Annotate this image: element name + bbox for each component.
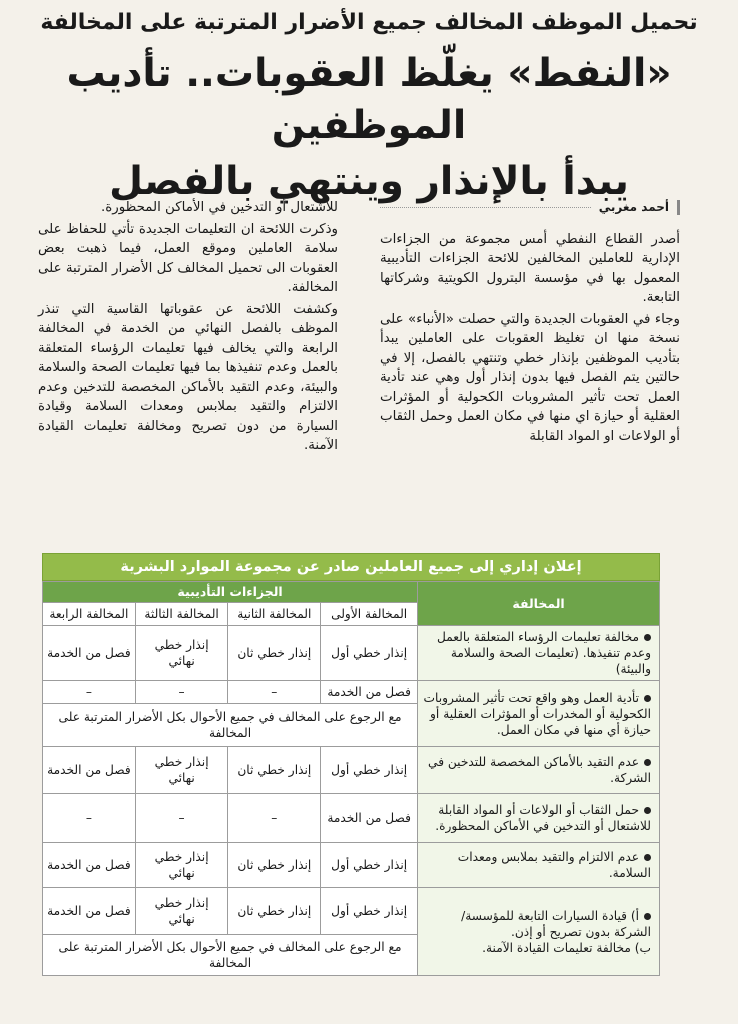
damages-note: مع الرجوع على المخالف في جميع الأحوال بكل الأضرار المترتبة على المخالفة — [43, 704, 418, 747]
penalty-cell: فصل من الخدمة — [43, 747, 136, 794]
penalty-cell: إنذار خطي ثان — [228, 888, 321, 935]
penalty-cell: – — [228, 794, 321, 843]
penalty-cell: إنذار خطي نهائي — [135, 843, 228, 888]
penalties-table-box — [42, 553, 660, 976]
column-header-second: المخالفة الثانية — [228, 603, 321, 626]
headline-title-line2: يبدأ بالإنذار وينتهي بالفصل — [109, 159, 629, 204]
column-header-first: المخالفة الأولى — [321, 603, 418, 626]
penalty-cell: – — [228, 681, 321, 704]
violation-cell: حمل الثقاب أو الولاعات أو المواد القابلة للاشتعال أو التدخين في الأماكن المحظورة. — [418, 794, 660, 843]
penalty-cell: – — [43, 794, 136, 843]
notice-title: إعلان إداري إلى جميع العاملين صادر عن مجموعة الموارد البشرية — [42, 553, 660, 581]
bullet-icon — [644, 807, 651, 814]
penalty-cell: إنذار خطي ثان — [228, 747, 321, 794]
violation-cell: عدم التقيد بالأماكن المخصصة للتدخين في الشركة. — [418, 747, 660, 794]
article-column-right — [380, 198, 680, 448]
bullet-icon — [644, 854, 651, 861]
penalty-cell: – — [135, 681, 228, 704]
bullet-icon — [644, 913, 651, 920]
article-column-left — [38, 198, 338, 458]
paragraph: وذكرت اللائحة ان التعليمات الجديدة تأتي للحفاظ على سلامة العاملين وموقع العمل، فيما ذهبت بعض العقوبات الى تحميل المخالف كل الأضرار المترتبة على المخالفة. — [38, 221, 338, 295]
damages-note: مع الرجوع على المخالف في جميع الأحوال بكل الأضرار المترتبة على المخالفة — [43, 935, 418, 976]
violation-cell: عدم الالتزام والتقيد بملابس ومعدات السلامة. — [418, 843, 660, 888]
column-header-fourth: المخالفة الرابعة — [43, 603, 136, 626]
penalty-cell: إنذار خطي أول — [321, 888, 418, 935]
penalty-cell: إنذار خطي أول — [321, 747, 418, 794]
penalties-header: الجزاءات التأديبية — [43, 582, 418, 603]
penalty-cell: – — [43, 681, 136, 704]
penalty-cell: فصل من الخدمة — [321, 794, 418, 843]
headline-title-line1: «النفط» يغلّظ العقوبات.. تأديب الموظفين — [66, 51, 672, 148]
headline — [14, 8, 724, 208]
table-row — [43, 681, 660, 704]
bullet-icon — [644, 634, 651, 641]
penalty-cell: إنذار خطي ثان — [228, 843, 321, 888]
column-header-third: المخالفة الثالثة — [135, 603, 228, 626]
byline-rule — [380, 207, 591, 208]
penalty-cell: إنذار خطي ثان — [228, 626, 321, 681]
penalty-cell: إنذار خطي نهائي — [135, 888, 228, 935]
violation-header: المخالفة — [418, 582, 660, 626]
violation-cell: مخالفة تعليمات الرؤساء المتعلقة بالعمل وعدم تنفيذها. (تعليمات الصحة والسلامة والبيئة) — [418, 626, 660, 681]
paragraph: أصدر القطاع النفطي أمس مجموعة من الجزاءات الإدارية للعاملين المخالفين للائحة الجزاءات التأديبية المعمول بها في مؤسسة البترول الكويتية وشركاتها التابعة. — [380, 231, 680, 305]
table-row — [43, 626, 660, 681]
table-row — [43, 794, 660, 843]
penalty-cell: إنذار خطي أول — [321, 626, 418, 681]
author: أحمد مغربي — [598, 200, 669, 214]
paragraph: للاشتعال أو التدخين في الأماكن المحظورة. — [100, 200, 338, 215]
table-row — [43, 888, 660, 935]
paragraph: وكشفت اللائحة عن عقوباتها القاسية التي تنذر الموظف بالفصل النهائي من الخدمة في المخالفة الرابعة والتي يخالف فيها تعليمات الرؤساء المتعلقة بالعمل وعدم تنفيذها بما فيها تعليمات الصحة والسلامة والبيئة، وعدم التقيد بالأماكن المخصصة للتدخين وعدم الالتزام والتقيد بملابس ومعدات السلامة وقيادة السيارة من دون تصريح ومخالفة تعليمات القيادة الآمنة. — [38, 301, 338, 453]
table-row — [43, 843, 660, 888]
penalty-cell: – — [135, 794, 228, 843]
byline — [380, 198, 680, 218]
article-body — [38, 198, 680, 538]
byline-marker — [677, 200, 680, 215]
table-row — [43, 747, 660, 794]
penalties-table — [42, 581, 660, 976]
violation-cell: تأدية العمل وهو واقع تحت تأثير المشروبات الكحولية أو المخدرات أو المؤثرات العقلية أو حيازة أي منها في مكان العمل. — [418, 681, 660, 747]
bullet-icon — [644, 695, 651, 702]
penalty-cell: فصل من الخدمة — [43, 888, 136, 935]
penalty-cell: إنذار خطي نهائي — [135, 626, 228, 681]
bullet-icon — [644, 759, 651, 766]
kicker: تحميل الموظف المخالف جميع الأضرار المترتبة على المخالفة — [40, 10, 698, 35]
violation-cell: أ) قيادة السيارات التابعة للمؤسسة/ الشركة بدون تصريح أو إذن. ب) مخالفة تعليمات القيادة الآمنة. — [418, 888, 660, 976]
paragraph: وجاء في العقوبات الجديدة والتي حصلت «الأنباء» على نسخة منها ان تغليظ العقوبات على العاملين يبدأ بتأديب الموظفين بإنذار خطي وتنتهي بالفصل، إلا في حالتين يتم الفصل فيها بدون إنذار أول وهي عند تأدية العمل تحت تأثير المشروبات الكحولية أو المؤثرات العقلية أو حيازة اي منها في مكان العمل وحمل الثقاب أو الولاعات او المواد القابلة — [380, 311, 680, 444]
penalty-cell: إنذار خطي أول — [321, 843, 418, 888]
penalty-cell: إنذار خطي نهائي — [135, 747, 228, 794]
penalty-cell: فصل من الخدمة — [43, 843, 136, 888]
penalty-cell: فصل من الخدمة — [321, 681, 418, 704]
penalty-cell: فصل من الخدمة — [43, 626, 136, 681]
